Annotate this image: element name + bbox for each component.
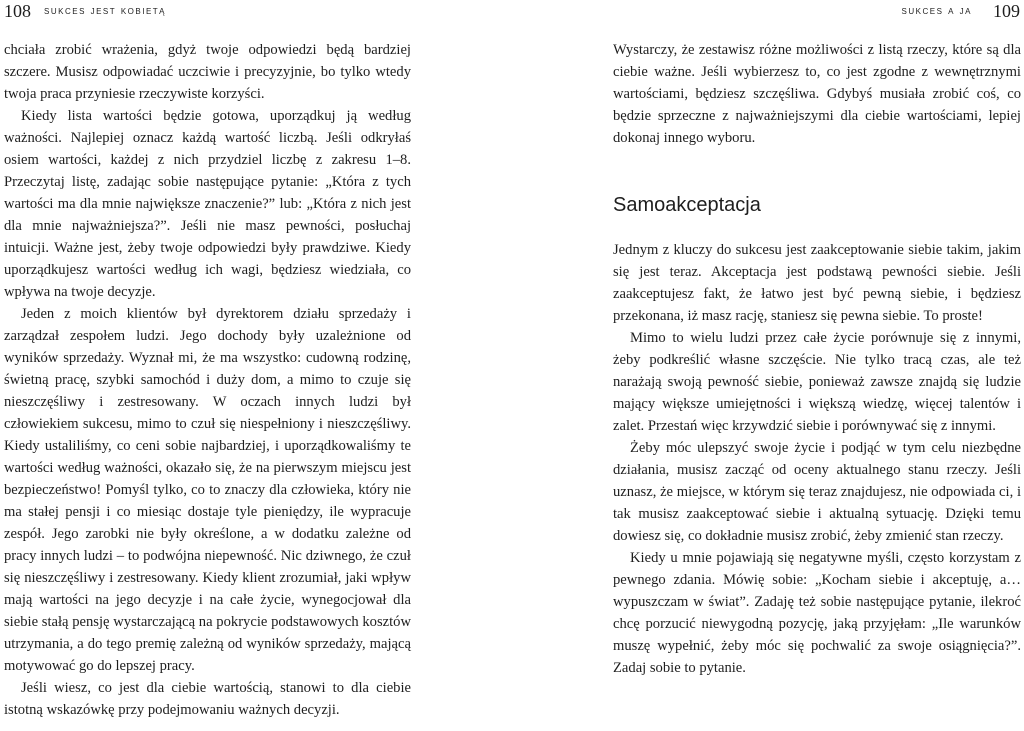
- left-body-text: [4, 39, 411, 721]
- paragraph: Żeby móc ulepszyć swoje życie i podjąć w tym celu niezbędne działania, musisz zacząć od oceny aktualnego stanu rzeczy. Jeśli uznasz, że miejsce, w którym się teraz znajdujesz, nie odpowiada ci, i tak musisz zaakceptować siebie i aktualną sytuację. Dzięki temu dowiesz się, co dokładnie musisz zrobić, żeby zmienić stan rzeczy.: [613, 440, 1021, 544]
- paragraph: Jeśli wiesz, co jest dla ciebie wartością, stanowi to dla ciebie istotną wskazówkę przy podejmowaniu ważnych decyzji.: [4, 680, 411, 718]
- paragraph: Mimo to wielu ludzi przez całe życie porównuje się z innymi, żeby podkreślić własne szczęście. Nie tylko tracą czas, ale też narażają swoją pewność siebie, ponieważ zawsze znajdą się ludzie mający większe umiejętności i większą wiedzę, więcej talentów i zalet. Przestań więc krzywdzić siebie i porównywać się z innymi.: [613, 330, 1021, 434]
- paragraph: Kiedy lista wartości będzie gotowa, uporządkuj ją według ważności. Najlepiej oznacz każdą wartość liczbą. Jeśli odkryłaś osiem wartości, każdej z nich przydziel liczbę z zakresu 1–8. Przeczytaj listę, zadając sobie następujące pytanie: „Która z tych wartości ma dla mnie największe znaczenie?” lub: „Która z nich jest dla mnie najważniejsza?”. Jeśli nie masz pewności, posłuchaj intuicji. Ważne jest, żeby twoje odpowiedzi były prawdziwe. Kiedy uporządkujesz wartości według ich wagi, będziesz wiedziała, co wpływa na twoje decyzje.: [4, 108, 411, 300]
- right-intro-text: [613, 39, 1021, 149]
- right-page: [512, 0, 1024, 731]
- right-body-text: [613, 239, 1021, 679]
- left-running-head: sukces jest kobietą: [44, 5, 167, 17]
- right-running-head: sukces a ja: [901, 5, 972, 17]
- section-heading: Samoakceptacja: [613, 194, 761, 216]
- paragraph: Jednym z kluczy do sukcesu jest zaakceptowanie siebie takim, jakim się jest teraz. Akceptacja jest podstawą pewności siebie. Jeśli zaakceptujesz fakt, że łatwo jest być pewną siebie, i będziesz przekonana, iż masz rację, staniesz się pewna siebie. To proste!: [613, 242, 1021, 324]
- paragraph: Jeden z moich klientów był dyrektorem działu sprzedaży i zarządzał zespołem ludzi. Jego dochody były uzależnione od wyników sprzedaży. Wyznał mi, że ma wszystko: cudowną rodzinę, świetną pracę, szybki samochód i duży dom, a mimo to czuje się nieszczęśliwy i zestresowany. W oczach innych ludzi był człowiekiem sukcesu, mimo to czuł się niespełniony i nieszczęśliwy. Kiedy ustaliliśmy, co ceni sobie najbardziej, i uporządkowaliśmy te wartości według ważności, okazało się, że na pierwszym miejscu jest bezpieczeństwo! Pomyśl tylko, co to znaczy dla człowieka, który nie ma stałej pensji i co miesiąc dostaje tyle pieniędzy, ile wypracuje zespół. Jego zarobki nie były określone, a w dodatku zależne od pracy innych ludzi – to podwójna niepewność. Nic dziwnego, że czuł się nieszczęśliwy i zestresowany. Kiedy klient zrozumiał, jaki wpływ mają wartości na jego decyzje i na całe życie, wynegocjował dla siebie stałą pensję wystarczającą na pokrycie podstawowych kosztów utrzymania, a do tego premię zależną od wyników sprzedaży, mającą motywować go do lepszej pracy.: [4, 306, 411, 674]
- right-page-number: 109: [993, 1, 1020, 21]
- paragraph: Wystarczy, że zestawisz różne możliwości z listą rzeczy, które są dla ciebie ważne. Jeśli wybierzesz to, co jest zgodne z wewnętrznymi wartościami, będziesz szczęśliwa. Gdybyś musiała zrobić coś, co będzie sprzeczne z najważniejszymi dla ciebie wartościami, lepiej dokonaj innego wyboru.: [613, 42, 1021, 146]
- paragraph: chciała zrobić wrażenia, gdyż twoje odpowiedzi będą bardziej szczere. Musisz odpowiadać uczciwie i precyzyjnie, bo tylko wtedy twoja praca przyniesie rzeczywiste korzyści.: [4, 42, 411, 102]
- paragraph: Kiedy u mnie pojawiają się negatywne myśli, często korzystam z pewnego zdania. Mówię sobie: „Kocham siebie i akceptuję, a… wypuszczam w świat”. Zadaję też sobie następujące pytanie, ilekroć chcę porzucić niewygodną pozycję, jaką przyjęłam: „Ile warunków muszę wypełnić, żeby móc się pochwalić za swoje osiągnięcia?”. Zadaj sobie to pytanie.: [613, 550, 1021, 676]
- left-page-number: 108: [4, 1, 31, 21]
